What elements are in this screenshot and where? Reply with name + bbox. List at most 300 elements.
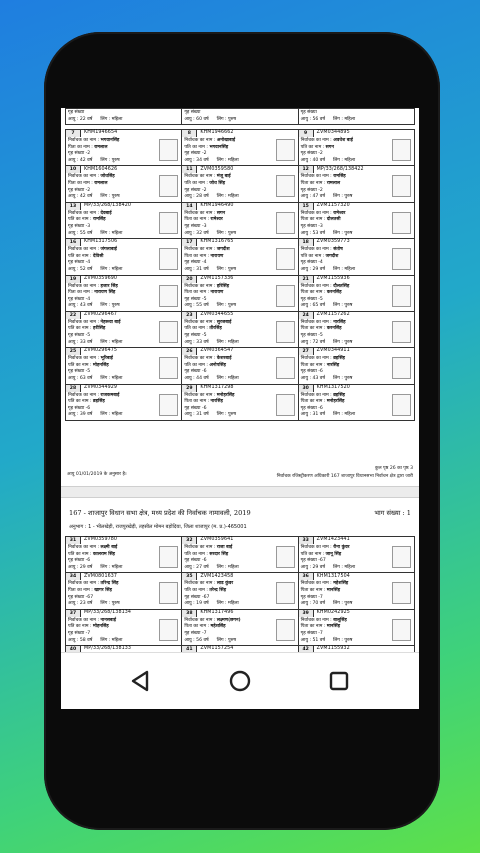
house-label: गृह संख्या (300, 260, 317, 266)
voter-photo-placeholder (159, 357, 178, 379)
relative-name: रामेश्वर (210, 217, 223, 223)
house-label: गृह संख्या (300, 369, 317, 375)
relation-label: पति का नाम (184, 180, 205, 186)
voter-entry-header (182, 573, 297, 580)
epic-number: ZVM0359641 (200, 537, 234, 543)
voter-entry[interactable] (182, 348, 297, 383)
voter-photo-placeholder (159, 321, 178, 343)
voter-entry[interactable] (66, 537, 181, 572)
gender: लिंग : पुरुष (100, 601, 120, 607)
relative-name: रामलाल (326, 180, 341, 186)
serial-number: 42 (299, 646, 314, 653)
voter-entry-header (182, 348, 297, 355)
relative-row: पिता का नाम : रामेश्वर (184, 217, 223, 223)
elector-name: महेशसिंह (333, 581, 349, 587)
epic-number: KHM1946490 (200, 202, 234, 208)
relative-row: पति का नाम : मोहनसिंह (68, 624, 109, 630)
voter-entry[interactable] (182, 130, 297, 165)
relative-name: तरेन्द्र सिंह (209, 587, 227, 593)
house-number: -5 (201, 333, 207, 339)
house-label: गृह संख्या (300, 187, 317, 193)
house-label: गृह संख्या (184, 223, 201, 229)
voter-entry[interactable] (299, 203, 414, 238)
voter-entry[interactable] (299, 276, 414, 311)
voter-entry[interactable] (299, 610, 414, 645)
voter-entry-header (66, 573, 181, 580)
house-number: -5 (318, 333, 323, 339)
epic-number: ZVM1157320 (316, 202, 350, 208)
relative-name: भगवानसिंह (209, 144, 229, 150)
epic-number: ZVM0296475 (84, 348, 118, 354)
house-label: गृह संख्या (300, 333, 317, 339)
house-number: -5 (85, 369, 91, 375)
relation-label: पति का नाम (300, 551, 322, 557)
roll-title: 167 - शाजापुर विधान सभा क्षेत्र, मध्य प्रदेश की निर्वाचक नामावली, 2019 (69, 509, 251, 517)
elector-name-label: निर्वाचक का नाम : (68, 581, 100, 587)
relative-row: पिता का नाम : नारायण सिंह (68, 290, 116, 296)
house-label: गृह संख्या (184, 151, 201, 157)
relative-name: नारायण सिंह (94, 290, 116, 296)
house-number: -67 (85, 594, 94, 600)
relative-name: सरदार सिंह (209, 551, 229, 557)
voter-entry-header (66, 312, 181, 319)
relation-label: पति का नाम (184, 144, 205, 150)
serial-number: 27 (299, 348, 314, 355)
house-label: गृह संख्या (68, 405, 85, 411)
voter-entry[interactable] (66, 348, 181, 383)
house-label: गृह संख्या (184, 594, 201, 600)
house-row (301, 110, 412, 117)
elector-name-label: निर्वाचक का नाम : (68, 545, 100, 550)
gender: लिंग : पुरुष (100, 194, 120, 200)
house-number: -4 (201, 260, 207, 266)
elector-name: नारसिंह (333, 319, 346, 325)
home-icon[interactable] (224, 665, 256, 697)
house-number: -7 (318, 630, 323, 636)
epic-number: MP/33/268/138422 (316, 166, 364, 172)
relation-label: पिता का नाम (300, 290, 323, 296)
relation-label: पति का नाम (184, 326, 205, 332)
serial-number: 29 (182, 385, 197, 392)
table-row (66, 130, 415, 166)
house-number: -6 (201, 405, 207, 411)
gender: लिंग : पुरुष (333, 230, 353, 236)
page-separator (61, 486, 419, 498)
voter-entry-header (299, 385, 414, 392)
elector-name-label: निर्वाचक का नाम : (300, 138, 332, 143)
elector-name: ब्रहसिंह (333, 392, 345, 398)
elector-name: रीना कुंवर (333, 545, 350, 550)
table-row (66, 311, 415, 347)
gender: लिंग : महिला (333, 157, 356, 163)
relative-row: पिता का नाम : करनसिंह (300, 290, 342, 296)
elector-name: बालूसिंह (333, 617, 347, 623)
elector-name-label: निर्वाचक का नाम : (184, 356, 216, 362)
voter-entry[interactable] (182, 610, 297, 645)
age: आयु : 33 वर्ष (184, 339, 209, 345)
age: आयु : 65 वर्ष (300, 303, 325, 309)
voter-photo-placeholder (392, 175, 411, 197)
gender: लिंग : पुरुष (216, 303, 237, 309)
house-label: गृह संख्या (68, 630, 85, 636)
serial-number: 38 (182, 610, 197, 617)
relation-label: पिता का नाम (68, 144, 90, 150)
voter-entry-header (299, 348, 414, 355)
house-number: -2 (85, 151, 91, 157)
voter-entry-header (66, 203, 181, 210)
table-row (66, 239, 415, 275)
elector-name-label: निर्वाचक का नाम : (300, 581, 332, 587)
relative-row: पिता का नाम : नारायण (184, 253, 224, 259)
relative-row: पति का नाम : तरेन्द्र सिंह (184, 587, 227, 593)
elector-name-label: निर्वाचक का नाम : (68, 392, 100, 398)
house-number: -4 (318, 260, 323, 266)
elector-name-label: निर्वाचक का नाम : (300, 319, 332, 325)
house-number: -4 (85, 260, 91, 266)
voter-entry[interactable] (299, 573, 414, 608)
elector-name-label: निर्वाचक का नाम : (68, 174, 100, 180)
house-label: गृह संख्या (184, 630, 201, 636)
gender: लिंग : महिला (100, 376, 123, 382)
voter-entry[interactable] (299, 385, 414, 420)
house-number: -6 (85, 405, 91, 411)
serial-number: 39 (299, 610, 314, 617)
voter-entry-header (66, 610, 181, 617)
epic-number: KHM1316765 (200, 239, 234, 245)
relative-name: कालराम सिंह (93, 551, 115, 557)
elector-name-label: निर्वाचक का नाम : (68, 319, 100, 325)
house-label: गृह संख्या (184, 405, 201, 411)
house-label: गृह संख्या (184, 296, 201, 302)
relative-row: पिता का नाम : महेशसिंह (184, 624, 226, 630)
serial-number: 33 (299, 537, 314, 544)
voter-photo-placeholder (276, 619, 295, 641)
age: आयु : 29 वर्ष (68, 564, 93, 570)
elector-name-label: निर्वाचक का नाम : (184, 392, 216, 398)
serial-number: 9 (299, 130, 314, 137)
voter-entry[interactable] (66, 312, 181, 347)
house-number: -6 (318, 369, 323, 375)
serial-number: 13 (66, 203, 81, 210)
top-partial-row (65, 108, 415, 125)
voter-entry[interactable] (66, 385, 181, 420)
age: आयु : 19 वर्ष (184, 601, 209, 607)
elector-name: राजा बाई (216, 545, 233, 550)
table-row (66, 202, 415, 238)
gender: लिंग : महिला (216, 339, 239, 345)
epic-number: MP/33/268/138134 (84, 609, 132, 615)
voter-photo-placeholder (392, 139, 411, 161)
relation-label: पति का नाम (68, 624, 89, 630)
voter-photo-placeholder (392, 582, 411, 604)
epic-number: ZVM1157262 (316, 312, 350, 318)
relation-label: पिता का नाम (68, 290, 90, 296)
elector-name-label: निर्वाचक का नाम : (68, 356, 100, 362)
serial-number: 32 (182, 537, 197, 544)
serial-number: 24 (299, 312, 314, 319)
relative-row: पति का नाम : जोध सिंह (184, 180, 226, 186)
table-row (66, 384, 415, 420)
age: आयु : 51 वर्ष (300, 637, 325, 643)
voter-entry-header (66, 385, 181, 392)
elector-name: राजकमबाई (100, 392, 120, 398)
age: आयु : 27 वर्ष (184, 564, 209, 570)
relative-name: जोध सिंह (209, 180, 226, 186)
epic-number: ZVM1157336 (200, 275, 234, 281)
gender: लिंग : महिला (333, 116, 356, 122)
epic-number: ZVM1155932 (316, 646, 350, 652)
elector-name: तरिन्द्र सिंह (100, 581, 119, 587)
age: आयु : 47 वर्ष (300, 194, 325, 200)
serial-number: 30 (299, 385, 314, 392)
age: आयु : 31 वर्ष (184, 266, 209, 272)
voter-entry-header (299, 276, 414, 283)
voter-entry[interactable] (66, 573, 181, 608)
voter-entry-header (66, 166, 181, 173)
voter-photo-placeholder (159, 212, 178, 234)
house-label: गृह संख्या (300, 223, 317, 229)
voter-photo-placeholder (276, 248, 295, 270)
voter-entry[interactable] (182, 276, 297, 311)
voter-photo-placeholder (392, 394, 411, 416)
gender: लिंग : महिला (216, 194, 239, 200)
relation-label: पति का नाम (68, 362, 89, 368)
voter-entry[interactable] (299, 130, 414, 165)
voter-photo-placeholder (276, 546, 295, 568)
voter-entry[interactable] (182, 537, 297, 572)
relative-name: हरीसिंह (93, 326, 106, 332)
age: आयु : 60 वर्ष (184, 116, 209, 122)
voter-entry-partial[interactable] (299, 109, 414, 124)
relative-row: पिता का नाम : खागर सिंह (68, 587, 112, 593)
voter-entry[interactable] (299, 537, 414, 572)
elector-name-label: निर्वाचक का नाम : (300, 617, 332, 623)
age: आयु : 28 वर्ष (184, 194, 209, 200)
voter-entry[interactable] (182, 312, 297, 347)
relation-label: पिता का नाम (300, 217, 323, 223)
house-label: गृह संख्या (300, 558, 317, 564)
age: आयु : 53 वर्ष (300, 230, 325, 236)
epic-number: ZVM0359773 (316, 239, 350, 245)
serial-number: 15 (299, 203, 314, 210)
relation-label: पिता का नाम (68, 180, 90, 186)
voter-photo-placeholder (159, 175, 178, 197)
table-row (66, 166, 415, 202)
relative-row: पति का नाम : तीरसिंह (184, 326, 222, 332)
voter-entry[interactable] (66, 276, 181, 311)
house-number: -7 (318, 594, 323, 600)
age: आयु : 55 वर्ष (184, 303, 209, 309)
relation-label: पति का नाम (184, 362, 205, 368)
voter-photo-placeholder (276, 285, 295, 307)
relative-name: ब्रहसिंह (93, 399, 105, 405)
relative-row: पिता का नाम : रामलाल (300, 180, 341, 186)
voter-photo-placeholder (392, 619, 411, 641)
house-label: गृह संख्या (68, 151, 85, 157)
voter-entry-partial[interactable] (182, 109, 297, 124)
age-gender-row (68, 117, 179, 124)
relative-name: नारायण (210, 290, 224, 296)
age: आयु : 56 वर्ष (300, 116, 325, 122)
house-row (68, 110, 179, 117)
gender: लिंग : पुरुष (333, 303, 353, 309)
elector-name-label: निर्वाचक का नाम : (300, 210, 332, 216)
relation-label: पिता का नाम (184, 399, 207, 405)
voter-entry[interactable] (66, 610, 181, 645)
house-label: गृह संख्या (68, 333, 85, 339)
voter-entry[interactable] (66, 130, 181, 165)
age: आयु : 39 वर्ष (68, 412, 93, 418)
house-number: -7 (201, 630, 207, 636)
house-number: -5 (85, 333, 91, 339)
voter-entry-header (299, 166, 414, 173)
voter-entry[interactable] (299, 239, 414, 274)
age: आयु : 42 वर्ष (68, 194, 93, 200)
gender: लिंग : पुरुष (216, 412, 237, 418)
page-count-note: कुल पृष्ठ 26 का पृष्ठ 3 (374, 466, 413, 471)
elector-name: भूरिबाई (100, 356, 113, 362)
relative-name: मनोहरसिंह (326, 399, 345, 405)
house-number: -2 (201, 151, 207, 157)
epic-number: ZVM0296467 (84, 312, 118, 318)
relation-label: पति का नाम (68, 217, 89, 223)
gender: लिंग : महिला (100, 230, 123, 236)
relative-name: नारसिंह (326, 362, 340, 368)
epic-number: KHM1317520 (316, 384, 350, 390)
elector-name-label: निर्वाचक का नाम : (300, 545, 332, 550)
voter-entry-header (299, 239, 414, 246)
relative-row: पति का नाम : कालराम सिंह (68, 551, 115, 557)
voter-entry[interactable] (182, 385, 297, 420)
serial-number: 19 (66, 276, 81, 283)
gender: लिंग : महिला (333, 412, 356, 418)
gender: लिंग : महिला (216, 157, 239, 163)
elector-name-label: निर्वाचक का नाम : (300, 356, 332, 362)
epic-number: ZVM0344911 (316, 348, 350, 354)
epic-number: ZVM1157254 (200, 646, 234, 652)
voter-photo-placeholder (392, 285, 411, 307)
voter-photo-placeholder (159, 394, 178, 416)
recent-apps-icon[interactable] (323, 665, 355, 697)
relation-label: पति का नाम (184, 587, 205, 593)
voter-entry[interactable] (299, 312, 414, 347)
voter-entry[interactable] (182, 573, 297, 608)
house-label: गृह संख्या (184, 260, 201, 266)
elector-name-label: निर्वाचक का नाम : (184, 138, 216, 143)
epic-number: MP/33/268/138133 (84, 646, 132, 652)
house-label: गृह संख्या (68, 558, 85, 564)
serial-number: 18 (299, 239, 314, 246)
elector-name-label: निर्वाचक का नाम : (184, 247, 216, 253)
back-icon[interactable] (125, 665, 157, 697)
relation-label: पिता का नाम (300, 587, 323, 593)
relation-label: पति का नाम (68, 399, 89, 405)
serial-number: 22 (66, 312, 81, 319)
house-number: -5 (201, 296, 207, 302)
voter-photo-placeholder (276, 212, 295, 234)
voter-entry[interactable] (182, 203, 297, 238)
document-viewer[interactable] (61, 108, 419, 652)
gender: लिंग : पुरुष (333, 194, 353, 200)
epic-number: ZVM0359580 (200, 166, 234, 172)
gender: लिंग : पुरुष (216, 230, 237, 236)
epic-number: ZVM0344655 (200, 312, 234, 318)
voter-entry-header (299, 573, 414, 580)
table-row (66, 109, 415, 125)
elector-name: रामसिंह (333, 174, 346, 180)
age: आयु : 72 वर्ष (300, 339, 325, 345)
voter-entry[interactable] (299, 166, 414, 201)
voter-entry[interactable] (66, 239, 181, 274)
voter-entry[interactable] (182, 166, 297, 201)
serial-number: 35 (182, 573, 197, 580)
voter-entry[interactable] (66, 203, 181, 238)
age: आयु : 31 वर्ष (300, 412, 325, 418)
gender: लिंग : पुरुष (333, 376, 353, 382)
relation-label: पिता का नाम (68, 587, 90, 593)
elector-name: लाड कुंवर (216, 581, 234, 587)
serial-number: 20 (182, 276, 197, 283)
relative-name: रामलाल (94, 180, 108, 186)
serial-number: 26 (182, 348, 197, 355)
house-number: -67 (318, 558, 326, 564)
house-number: -6 (318, 405, 323, 411)
table-row (66, 537, 415, 573)
elector-name-label: निर्वाचक का नाम : (184, 283, 216, 289)
relative-name: जानू सिंह (325, 551, 342, 557)
epic-number: KHM0242925 (316, 609, 350, 615)
elector-name: लक्ष्मी बाई (100, 545, 118, 550)
age: आयु : 40 वर्ष (300, 157, 325, 163)
relation-label: पिता का नाम (184, 624, 207, 630)
epic-number: ZVM0359690 (84, 275, 118, 281)
voter-entry-partial[interactable] (66, 109, 181, 124)
voter-entry[interactable] (66, 166, 181, 201)
elector-name-label: निर्वाचक का नाम : (68, 210, 100, 216)
epic-number: MP/33/268/138420 (84, 202, 132, 208)
house-number: -2 (85, 187, 91, 193)
relative-row: पिता का नाम : मानसिंह (300, 587, 341, 593)
gender: लिंग : महिला (100, 564, 123, 570)
voter-entry[interactable] (299, 348, 414, 383)
serial-number: 10 (66, 166, 81, 173)
age: आयु : 43 वर्ष (68, 303, 93, 309)
voter-entry-header (182, 610, 297, 617)
elector-name-label: निर्वाचक का नाम : (184, 210, 216, 216)
house-number: -2 (201, 187, 207, 193)
voter-entry-header (182, 166, 297, 173)
elector-name: रामेश्वर (333, 210, 346, 216)
relative-name: नारायण (210, 253, 224, 259)
voter-entry[interactable] (182, 239, 297, 274)
voter-photo-placeholder (392, 321, 411, 343)
house-label: गृह संख्या (68, 223, 85, 229)
voter-photo-placeholder (392, 248, 411, 270)
elector-name: हरिसिंह (216, 283, 230, 289)
relative-row: पति का नाम : जानू सिंह (300, 551, 342, 557)
relation-label: पिता का नाम (300, 180, 323, 186)
age: आयु : 58 वर्ष (68, 637, 93, 643)
house-number: -3 (318, 223, 323, 229)
relative-row: पिता का नाम : नारसिंह (184, 399, 223, 405)
relative-name: महेशसिंह (210, 624, 226, 630)
gender: लिंग : पुरुष (216, 637, 237, 643)
age-gender-row (184, 117, 295, 124)
gender: लिंग : महिला (100, 637, 123, 643)
elector-name-label: निर्वाचक का नाम : (300, 174, 332, 180)
table-row (66, 609, 415, 645)
gender: लिंग : महिला (100, 266, 123, 272)
